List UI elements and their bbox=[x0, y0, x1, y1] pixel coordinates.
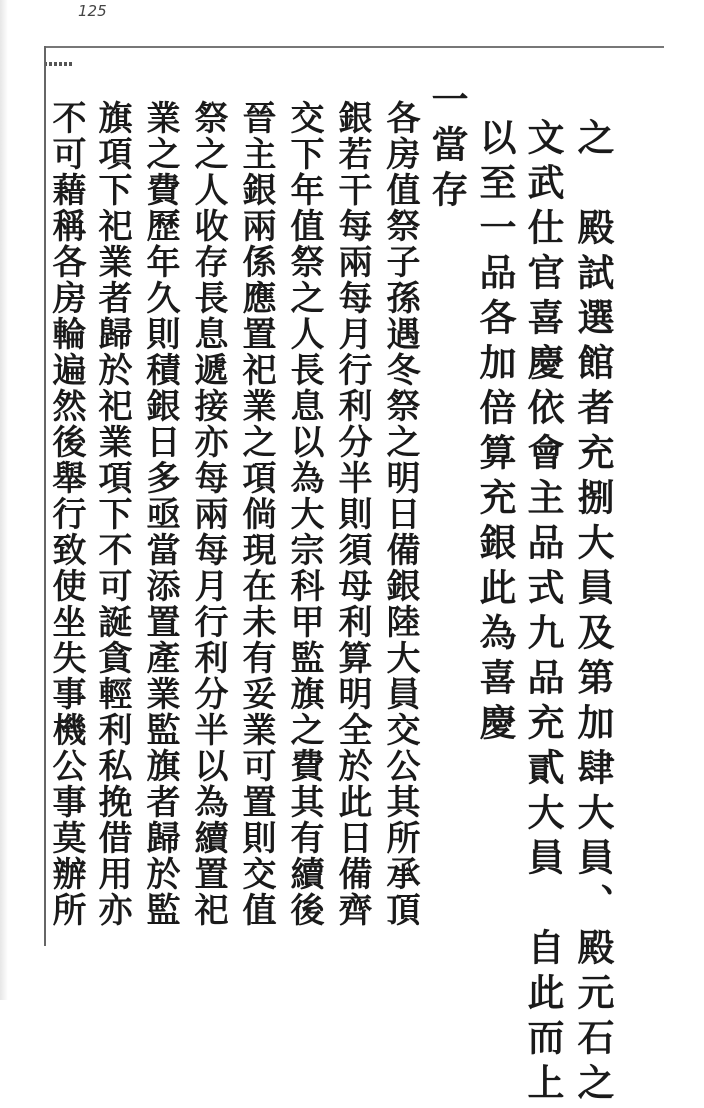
text-column-11 bbox=[90, 100, 134, 928]
column-11-text: 旗項下祀業者歸於祀業項下不可誕貪輕利私挽借用亦 bbox=[92, 100, 132, 928]
column-9-text: 祭之人收存長息遞接亦每兩每月行利分半以為續置祀 bbox=[188, 100, 228, 928]
text-column-3 bbox=[472, 118, 518, 748]
page-edge-shadow bbox=[0, 0, 8, 1000]
column-12-text: 不可藉稱各房輪遍然後舉行致使坐失事機公事莫辦所 bbox=[46, 100, 86, 928]
column-6-text: 銀若干每兩每月行利分半則須母利算明全於此日備齊 bbox=[332, 100, 372, 928]
text-column-2 bbox=[520, 118, 566, 1108]
column-7-text: 交下年值祭之人長息以為大宗科甲監旗之費其有續後 bbox=[284, 100, 324, 928]
text-column-8 bbox=[234, 100, 278, 928]
section-heading: 一當存 bbox=[425, 80, 469, 215]
column-5-text: 各房值祭子孫遇冬祭之明日備銀陸大員交公其所承頂 bbox=[380, 100, 420, 928]
frame-top-border bbox=[44, 46, 664, 66]
column-8-text: 晉主銀兩係應置祀業之項倘現在未有妥業可置則交值 bbox=[236, 100, 276, 928]
column-1-part-1: 之 殿試選館者充捌大員 bbox=[571, 118, 615, 613]
text-column-4 bbox=[424, 80, 470, 215]
column-2-part-2: 九品充貳大員 自此而上 bbox=[521, 613, 565, 1108]
text-column-10 bbox=[138, 100, 182, 928]
text-column-7 bbox=[282, 100, 326, 928]
column-2-part-1: 文武仕官喜慶依會主品式 bbox=[521, 118, 565, 613]
column-3-text: 以至一品各加倍算充銀此為喜慶 bbox=[473, 118, 517, 748]
text-column-12 bbox=[44, 100, 88, 928]
text-column-9 bbox=[186, 100, 230, 928]
text-column-5 bbox=[378, 100, 422, 928]
text-column-6 bbox=[330, 100, 374, 928]
column-1-part-2: 及第加肆大員、殿元石之 bbox=[571, 613, 615, 1108]
text-column-1 bbox=[570, 118, 616, 1108]
column-10-text: 業之費歷年久則積銀日多亟當添置產業監旗者歸於監 bbox=[140, 100, 180, 928]
page-number: 125 bbox=[78, 2, 107, 20]
